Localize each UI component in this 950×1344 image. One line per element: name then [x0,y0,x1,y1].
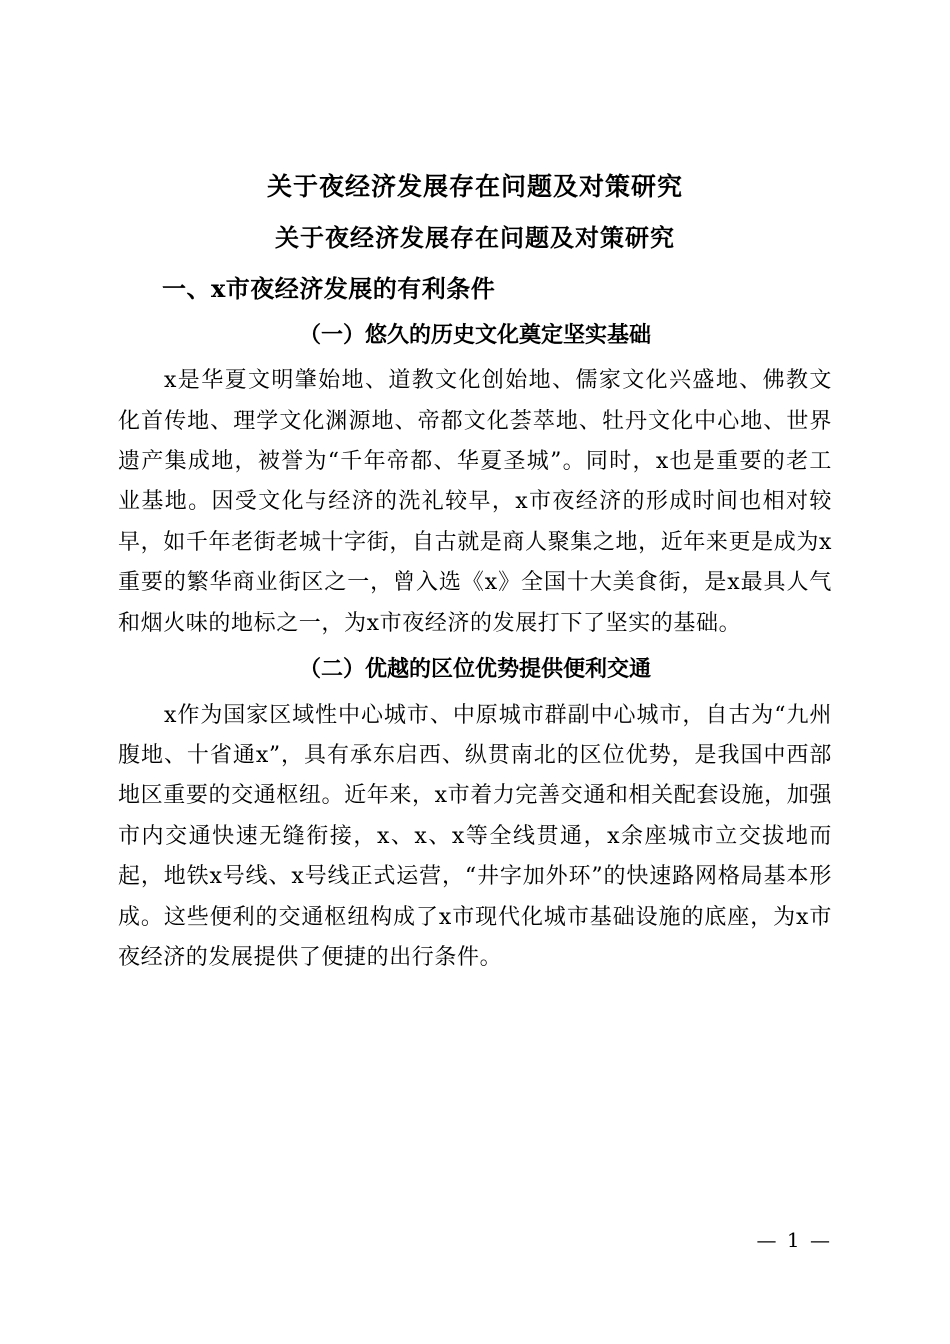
page-number: — 1 — [756,1228,832,1252]
paragraph: x作为国家区域性中心城市、中原城市群副中心城市，自古为“九州腹地、十省通x”，具有承东启西、纵贯南北的区位优势，是我国中西部地区重要的交通枢纽。近年来，x市着力完善交通和相关配套设施，加强市内交通快速无缝衔接，x、x、x等全线贯通，x余座城市立交拔地而起，地铁x号线、x号线正式运营，“井字加外环”的快速路网格局基本形成。这些便利的交通枢纽构成了x市现代化城市基础设施的底座，为x市夜经济的发展提供了便捷的出行条件。 [118,702,832,971]
paragraph: x是华夏文明肇始地、道教文化创始地、儒家文化兴盛地、佛教文化首传地、理学文化渊源地、帝都文化荟萃地、牡丹文化中心地、世界遗产集成地，被誉为“千年帝都、华夏圣城”。同时，x也是重要的老工业基地。因受文化与经济的洗礼较早，x市夜经济的形成时间也相对较早，如千年老街老城十字街，自古就是商人聚集之地，近年来更是成为x重要的繁华商业街区之一，曾入选《x》全国十大美食街，是x最具人气和烟火味的地标之一，为x市夜经济的发展打下了坚实的基础。 [118,368,832,636]
section-heading-1: 一、x市夜经济发展的有利条件 [162,273,496,303]
document-title: 关于夜经济发展存在问题及对策研究 [266,172,683,201]
document-subtitle: 关于夜经济发展存在问题及对策研究 [275,222,675,252]
subsection-heading-1-1: （一）悠久的历史文化奠定坚实基础 [298,321,651,348]
subsection-heading-1-2: （二）优越的区位优势提供便利交通 [298,656,651,683]
